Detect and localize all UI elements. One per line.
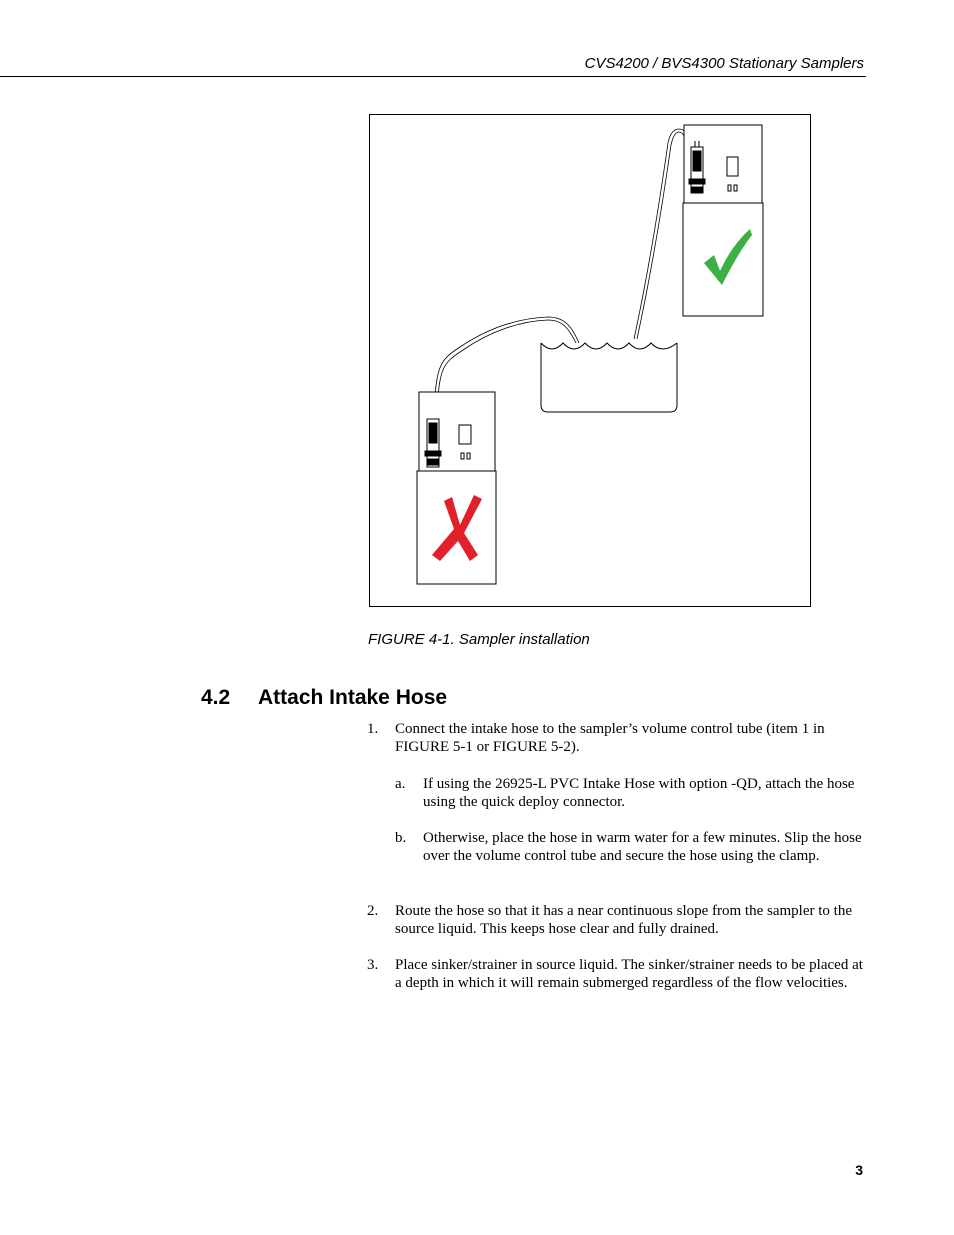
list-item-text: Connect the intake hose to the sampler’s volume control tube (item 1 in FIGURE 5-1 or FIGURE 5-2).	[395, 721, 825, 755]
running-header: CVS4200 / BVS4300 Stationary Samplers	[584, 55, 864, 72]
section-number: 4.2	[201, 686, 231, 709]
section-heading	[201, 686, 447, 710]
list-item-step-1a	[395, 775, 864, 811]
section-title: Attach Intake Hose	[258, 686, 448, 709]
page-number: 3	[855, 1162, 863, 1178]
list-item-step-1	[367, 720, 864, 756]
installation-illustration	[370, 115, 810, 606]
list-marker: a.	[395, 776, 406, 792]
sampler-correct	[683, 125, 763, 316]
intake-hose-correct	[634, 129, 690, 339]
list-item-step-3	[367, 956, 864, 992]
list-item-text: Route the hose so that it has a near continuous slope from the sampler to the source liquid. This keeps hose clear and fully drained.	[395, 903, 852, 937]
figure-caption: FIGURE 4-1. Sampler installation	[368, 631, 590, 648]
list-marker: b.	[395, 830, 407, 846]
list-item-text: Place sinker/strainer in source liquid. The sinker/strainer needs to be placed at a depth in which it will remain submerged regardless of the flow velocities.	[395, 957, 863, 991]
list-marker: 2.	[367, 903, 379, 919]
list-item-text: Otherwise, place the hose in warm water for a few minutes. Slip the hose over the volume control tube and secure the hose using the clamp.	[423, 830, 862, 864]
sampler-incorrect	[417, 392, 496, 584]
source-liquid-container	[541, 343, 677, 412]
list-marker: 1.	[367, 721, 379, 737]
header-rule	[0, 76, 866, 77]
list-marker: 3.	[367, 957, 379, 973]
figure-sampler-installation	[369, 114, 811, 607]
list-item-step-1b	[395, 829, 864, 865]
list-item-text: If using the 26925-L PVC Intake Hose with option -QD, attach the hose using the quick deploy connector.	[423, 776, 855, 810]
list-item-step-2	[367, 902, 864, 938]
